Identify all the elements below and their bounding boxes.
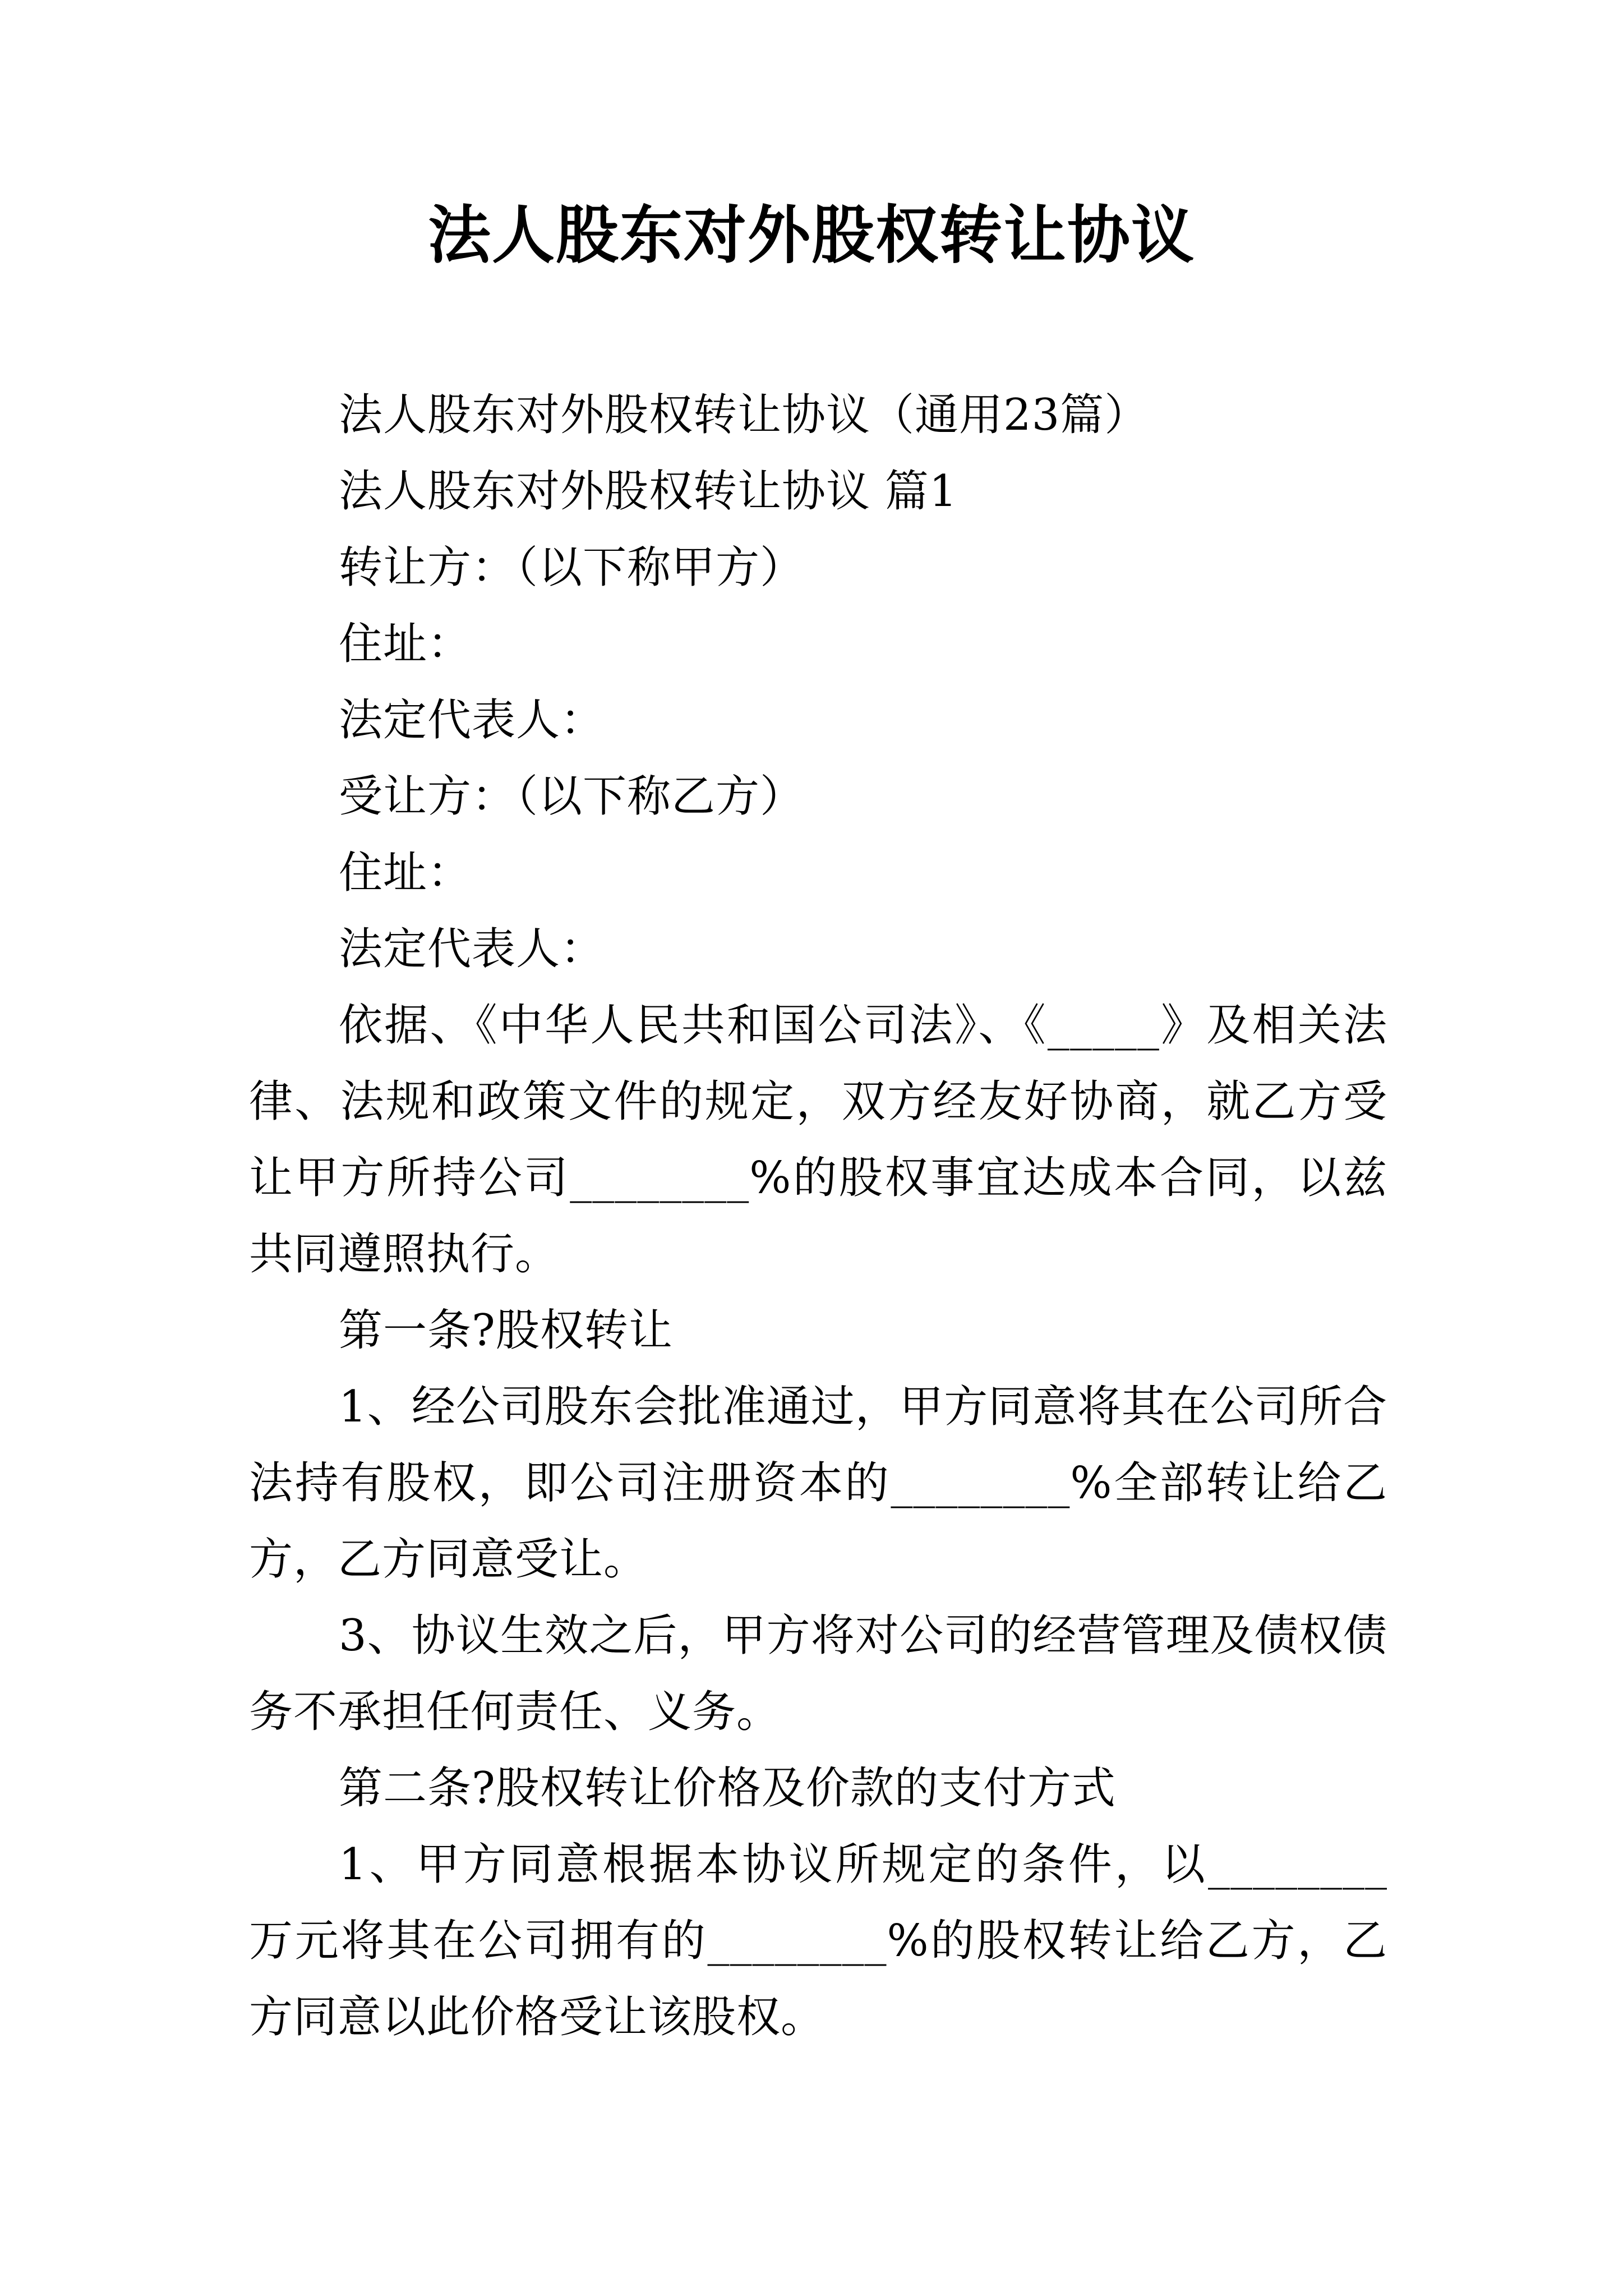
transferor-line: 转让方：（以下称甲方） (339, 542, 805, 593)
transferor-address: 住址： (339, 619, 472, 669)
preamble-paragraph: 依据、《中华人民共和国公司法》、《_____》及相关法律、法规和政策文件的规定，双方经友好协商，就乙方受让甲方所持公司________%的股权事宜达成本合同，以兹共同遵照执行。 (249, 1000, 1387, 1280)
section-heading: 法人股东对外股权转让协议 篇1 (339, 466, 958, 517)
document-title: 法人股东对外股权转让协议 (428, 199, 1195, 272)
document-body (249, 377, 1387, 2055)
article-2-clause-1: 1、甲方同意根据本协议所规定的条件，以________万元将其在公司拥有的________%的股权转让给乙方，乙方同意以此价格受让该股权。 (249, 1839, 1387, 2042)
article-1-clause-3: 3、协议生效之后，甲方将对公司的经营管理及债权债务不承担任何责任、义务。 (249, 1611, 1387, 1737)
article-1-clause-1: 1、经公司股东会批准通过，甲方同意将其在公司所合法持有股权，即公司注册资本的________%全部转让给乙方，乙方同意受让。 (249, 1382, 1387, 1585)
transferee-line: 受让方：（以下称乙方） (339, 771, 805, 822)
article-1-heading: 第一条?股权转让 (339, 1305, 673, 1356)
doc-subtitle: 法人股东对外股权转让协议（通用23篇） (339, 390, 1149, 440)
transferee-address: 住址： (339, 848, 472, 898)
transferee-representative: 法定代表人： (339, 924, 605, 974)
transferor-representative: 法定代表人： (339, 695, 605, 746)
article-2-heading: 第二条?股权转让价格及价款的支付方式 (339, 1763, 1116, 1814)
